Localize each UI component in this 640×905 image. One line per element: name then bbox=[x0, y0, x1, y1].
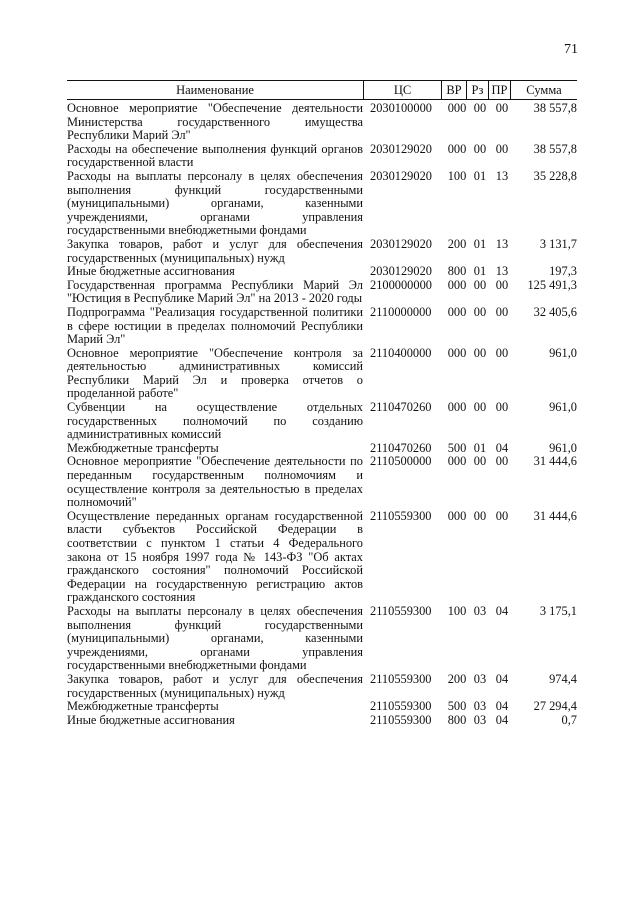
row-sum: 961,0 bbox=[549, 400, 577, 415]
row-pr: 00 bbox=[495, 141, 509, 156]
row-cs: 2110559300 bbox=[370, 699, 432, 714]
row-cs: 2110559300 bbox=[370, 671, 432, 686]
row-pr: 04 bbox=[495, 699, 509, 714]
row-vr: 800 bbox=[447, 264, 467, 279]
row-pr: 04 bbox=[495, 671, 509, 686]
row-vr: 000 bbox=[447, 141, 467, 156]
row-sum: 27 294,4 bbox=[533, 699, 577, 714]
row-rz: 01 bbox=[473, 168, 487, 183]
row-sum: 31 444,6 bbox=[533, 454, 577, 469]
header-sum: Сумма bbox=[526, 83, 562, 97]
header-cs: ЦС bbox=[364, 81, 442, 99]
page-number: 71 bbox=[564, 42, 578, 57]
row-cs: 2110000000 bbox=[370, 304, 432, 319]
row-pr: 00 bbox=[495, 454, 509, 469]
row-vr: 000 bbox=[447, 277, 467, 292]
row-name: Расходы на выплаты персоналу в целях обеспечения выполнения функций государственными (муниципальными) органами, казенными учреждениями, органами управления государственными внебюджетными фондами bbox=[67, 603, 363, 673]
row-rz: 00 bbox=[473, 304, 487, 319]
table-row bbox=[67, 279, 577, 306]
header-pr: ПР bbox=[489, 81, 511, 99]
row-sum: 38 557,8 bbox=[533, 101, 577, 115]
row-name: Закупка товаров, работ и услуг для обеспечения государственных (муниципальных) нужд bbox=[67, 236, 363, 265]
row-name: Осуществление переданных органам государственной власти субъектов Российской Федерации в соответствии с пунктом 1 статьи 4 Федерального закона от 15 ноября 1997 года № 143-ФЗ "Об актах гражданского состояния" полномочий Российской Федерации на государственную регистрацию актов гражданского состояния bbox=[67, 508, 363, 605]
row-cs: 2030100000 bbox=[370, 101, 432, 115]
row-name: Закупка товаров, работ и услуг для обеспечения государственных (муниципальных) нужд bbox=[67, 671, 363, 700]
table-body bbox=[67, 102, 577, 727]
table-row bbox=[67, 510, 577, 605]
table-row bbox=[67, 170, 577, 238]
row-cs: 2110470260 bbox=[370, 400, 432, 415]
row-name: Иные бюджетные ассигнования bbox=[67, 264, 235, 279]
row-pr: 13 bbox=[495, 168, 509, 183]
table-header bbox=[67, 80, 577, 100]
row-cs: 2030129020 bbox=[370, 264, 432, 279]
row-pr: 13 bbox=[495, 264, 509, 279]
table-row bbox=[67, 102, 577, 143]
table-row bbox=[67, 306, 577, 347]
budget-table bbox=[67, 80, 577, 727]
row-vr: 100 bbox=[447, 168, 467, 183]
row-rz: 00 bbox=[473, 400, 487, 415]
row-cs: 2110400000 bbox=[370, 345, 432, 360]
row-cs: 2030129020 bbox=[370, 141, 432, 156]
row-rz: 01 bbox=[473, 236, 487, 251]
row-sum: 961,0 bbox=[549, 345, 577, 360]
row-name: Расходы на обеспечение выполнения функций органов государственной власти bbox=[67, 141, 363, 170]
table-row bbox=[67, 700, 577, 714]
row-name: Государственная программа Республики Марий Эл "Юстиция в Республике Марий Эл" на 2013 - 2020 годы bbox=[67, 277, 363, 306]
row-name: Основное мероприятие "Обеспечение контроля за деятельностью административных комиссий Республики Марий Эл и проверка отчетов о проделанной работе" bbox=[67, 345, 363, 401]
table-row bbox=[67, 143, 577, 170]
row-sum: 961,0 bbox=[549, 440, 577, 455]
row-rz: 03 bbox=[473, 712, 487, 727]
row-vr: 000 bbox=[447, 454, 467, 469]
table-row bbox=[67, 714, 577, 728]
table-row bbox=[67, 347, 577, 401]
row-vr: 000 bbox=[447, 400, 467, 415]
row-pr: 04 bbox=[495, 440, 509, 455]
row-cs: 2110500000 bbox=[370, 454, 432, 469]
row-pr: 04 bbox=[495, 603, 509, 618]
row-cs: 2110470260 bbox=[370, 440, 432, 455]
table-row bbox=[67, 605, 577, 673]
row-rz: 03 bbox=[473, 699, 487, 714]
row-sum: 3 175,1 bbox=[539, 603, 577, 618]
row-cs: 2110559300 bbox=[370, 508, 432, 523]
row-name: Межбюджетные трансферты bbox=[67, 440, 219, 455]
row-vr: 000 bbox=[447, 304, 467, 319]
row-pr: 00 bbox=[495, 304, 509, 319]
row-pr: 00 bbox=[495, 508, 509, 523]
header-name: Наименование bbox=[67, 81, 364, 99]
row-rz: 01 bbox=[473, 264, 487, 279]
row-rz: 00 bbox=[473, 454, 487, 469]
row-pr: 00 bbox=[495, 345, 509, 360]
row-pr: 04 bbox=[495, 712, 509, 727]
row-rz: 01 bbox=[473, 440, 487, 455]
table-row bbox=[67, 265, 577, 279]
row-sum: 0,7 bbox=[561, 712, 577, 727]
row-cs: 2100000000 bbox=[370, 277, 432, 292]
row-rz: 00 bbox=[473, 141, 487, 156]
row-vr: 500 bbox=[447, 440, 467, 455]
row-rz: 00 bbox=[473, 345, 487, 360]
row-name: Подпрограмма "Реализация государственной политики в сфере юстиции в пределах полномочий Республики Марий Эл" bbox=[67, 304, 363, 347]
row-pr: 13 bbox=[495, 236, 509, 251]
row-cs: 2030129020 bbox=[370, 168, 432, 183]
row-vr: 000 bbox=[447, 101, 467, 115]
row-vr: 200 bbox=[447, 671, 467, 686]
row-vr: 100 bbox=[447, 603, 467, 618]
header-rz: Рз bbox=[467, 81, 489, 99]
row-cs: 2110559300 bbox=[370, 712, 432, 727]
row-sum: 197,3 bbox=[549, 264, 577, 279]
table-row bbox=[67, 238, 577, 265]
header-vr: ВР bbox=[442, 81, 467, 99]
row-rz: 00 bbox=[473, 508, 487, 523]
row-name: Субвенции на осуществление отдельных государственных полномочий по созданию административных комиссий bbox=[67, 400, 363, 442]
row-name: Межбюджетные трансферты bbox=[67, 699, 219, 714]
row-vr: 000 bbox=[447, 345, 467, 360]
row-vr: 200 bbox=[447, 236, 467, 251]
row-cs: 2030129020 bbox=[370, 236, 432, 251]
row-sum: 38 557,8 bbox=[533, 141, 577, 156]
row-sum: 3 131,7 bbox=[539, 236, 577, 251]
row-pr: 00 bbox=[495, 277, 509, 292]
table-row bbox=[67, 401, 577, 442]
row-name: Расходы на выплаты персоналу в целях обеспечения выполнения функций государственными (муниципальными) органами, казенными учреждениями, органами управления государственными внебюджетными фондами bbox=[67, 168, 363, 238]
row-sum: 31 444,6 bbox=[533, 508, 577, 523]
row-sum: 974,4 bbox=[549, 671, 577, 686]
row-rz: 03 bbox=[473, 603, 487, 618]
row-vr: 800 bbox=[447, 712, 467, 727]
row-name: Иные бюджетные ассигнования bbox=[67, 712, 235, 727]
row-pr: 00 bbox=[495, 400, 509, 415]
row-sum: 35 228,8 bbox=[533, 168, 577, 183]
row-sum: 32 405,6 bbox=[533, 304, 577, 319]
row-rz: 03 bbox=[473, 671, 487, 686]
row-name: Основное мероприятие "Обеспечение деятельности Министерства государственного имущества Республики Марий Эл" bbox=[67, 101, 363, 143]
row-cs: 2110559300 bbox=[370, 603, 432, 618]
row-vr: 500 bbox=[447, 699, 467, 714]
row-name: Основное мероприятие "Обеспечение деятельности по переданным государственным полномочиям и осуществление контроля за деятельностью в пределах полномочий" bbox=[67, 454, 363, 510]
row-rz: 00 bbox=[473, 101, 487, 115]
row-rz: 00 bbox=[473, 277, 487, 292]
table-row bbox=[67, 673, 577, 700]
row-sum: 125 491,3 bbox=[527, 277, 577, 292]
table-row bbox=[67, 455, 577, 509]
table-row bbox=[67, 442, 577, 456]
row-vr: 000 bbox=[447, 508, 467, 523]
row-pr: 00 bbox=[495, 101, 509, 115]
